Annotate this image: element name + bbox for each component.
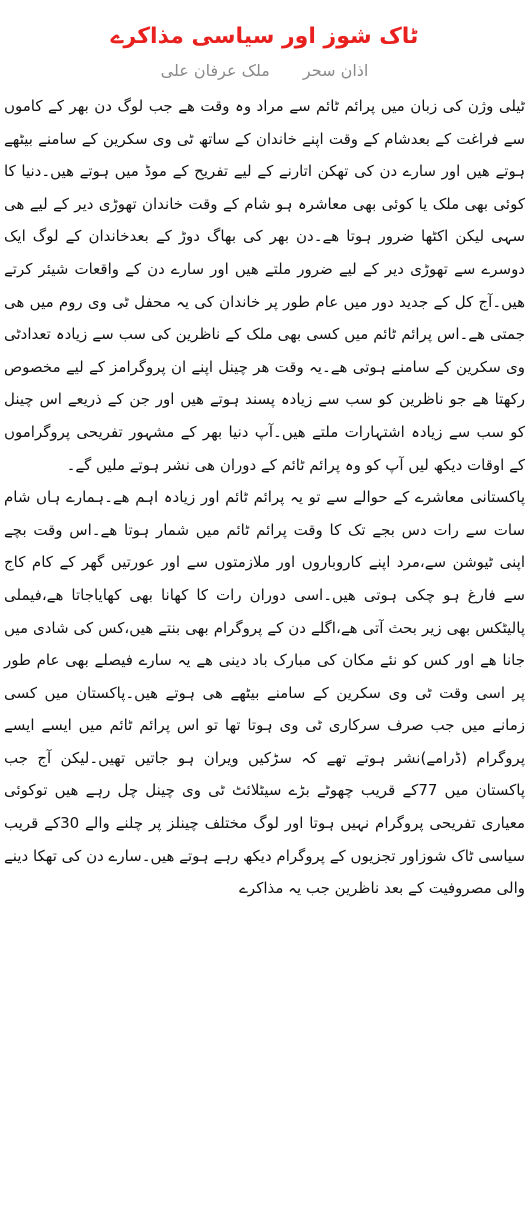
body-paragraph-2: پاکستانی معاشرے کے حوالے سے تو یہ پرائم ٹائم اور زیادہ اہم ھے۔ہمارے ہاں شام سات سے رات دس بجے تک کا وقت پرائم ٹائم میں شمار ہوتا ھے۔اس وقت بچے اپنی ٹیوشن سے،مرد اپنے کاروباروں اور ملازمتوں سے اور عورتیں گھر کے کام کاج سے فارغ ہو چکی ہوتی ھیں۔اسی دوران رات کا کھانا بھی کھایاجاتا ھے،فیملی پالیٹکس بھی زیر بحث آتی ھے،اگلے دن کے پروگرام بھی بنتے ھیں،کس کی شادی میں جانا ھے اور کس کو نئے مکان کی مبارک باد دینی ھے یہ سارے فیصلے بھی عام طور پر اسی وقت ٹی وی سکرین کے سامنے بیٹھے ھی ہوتے ھیں۔پاکستان میں کسی زمانے میں جب صرف سرکاری ٹی وی ہوتا تھا تو اس پرائم ٹائم میں ایسے ایسے پروگرام (ڈرامے)نشر ہوتے تھے کہ سڑکیں ویران ہو جاتیں تھیں۔لیکن آج جب پاکستان میں 77کے قریب چھوٹے بڑے سیٹلائٹ ٹی وی چینل چل رہے ھیں توکوئی معیاری تفریحی پروگرام نہیں ہوتا اور لوگ مختلف چینلز پر چلنے والے 30کے قریب سیاسی ٹاک شوزاور تجزیوں کے پروگرام دیکھ رہے ہوتے ھیں۔سارے دن کی تھکا دینے والی مصروفیت کے بعد ناظرین جب یہ مذاکرے: [4, 488, 525, 898]
author-byline: [4, 60, 525, 90]
article-body: [4, 90, 525, 905]
article-title: ٹاک شوز اور سیاسی مذاکرے: [110, 24, 419, 49]
body-paragraph-1: ٹیلی وژن کی زبان میں پرائم ٹائم سے مراد وہ وقت ھے جب لوگ دن بھر کے کاموں سے فراغت کے بعدشام کے وقت اپنے خاندان کے ساتھ ٹی وی سکرین کے سامنے بیٹھے ہوتے ھیں اور سارے دن کی تھکن اتارنے کے لیے تفریح کے موڈ میں ہوتے ھیں۔دنیا کا کوئی بھی ملک یا کوئی بھی معاشرہ ہو شام کے وقت خاندان تھوڑی دیر کے لیے ھی سہی لیکن اکٹھا ضرور ہوتا ھے۔دن بھر کی بھاگ دوڑ کے بعدخاندان کے لوگ ایک دوسرے سے تھوڑی دیر کے لیے ضرور ملتے ھیں اور سارے دن کے واقعات شیئر کرتے ھیں۔آج کل کے جدید دور میں عام طور پر خاندان کی یہ محفل ٹی وی روم میں ھی جمتی ھے۔اس پرائم ٹائم میں کسی بھی ملک کے ناظرین کی سب سے زیادہ تعدادٹی وی سکرین کے سامنے ہوتی ھے۔یہ وقت ھر چینل اپنے ان پروگرامز کے لیے مخصوص رکھتا ھے جو ناظرین کو سب سے زیادہ پسند ہوتے ھیں اور جن کے ذریعے اس چینل کو سب سے زیادہ اشتہارات ملتے ھیں۔آپ دنیا بھر کے مشہور تفریحی پروگراموں کے اوقات دیکھ لیں آپ کو وہ پرائم ٹائم کے دوران ھی نشر ہوتے ملیں گے۔: [4, 97, 525, 474]
article-page: [0, 22, 529, 1231]
author-name-2: ملک عرفان علی: [160, 61, 270, 80]
author-name-1: اذان سحر: [302, 61, 369, 80]
